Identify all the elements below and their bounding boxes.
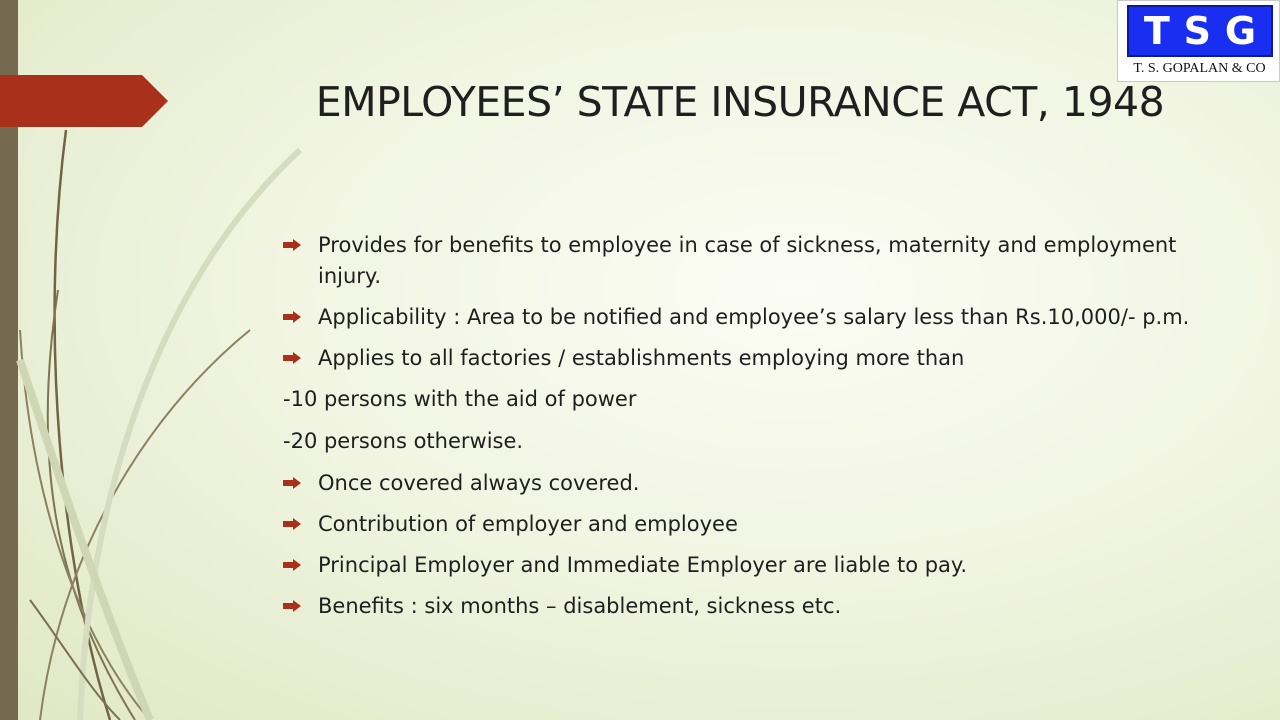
list-item-text: Applies to all factories / establishments employing more than <box>318 346 965 370</box>
list-item-text: Benefits : six months – disablement, sickness etc. <box>318 594 842 618</box>
bullet-list <box>283 230 1243 632</box>
company-logo <box>1117 0 1280 82</box>
title-accent-tab <box>0 75 168 127</box>
list-subitem <box>283 426 1243 457</box>
logo-mark <box>1127 5 1273 57</box>
arrow-bullet-icon <box>283 239 301 251</box>
list-item <box>283 343 1243 374</box>
list-item <box>283 302 1243 333</box>
list-item <box>283 230 1243 292</box>
slide-title: EMPLOYEES’ STATE INSURANCE ACT, 1948 <box>315 78 1165 126</box>
list-item <box>283 468 1243 499</box>
list-item <box>283 591 1243 622</box>
list-item-text: Once covered always covered. <box>318 471 640 495</box>
list-item-text: Applicability : Area to be notified and employee’s salary less than Rs.10,000/- p.m. <box>318 305 1190 329</box>
arrow-bullet-icon <box>283 311 301 323</box>
arrow-bullet-icon <box>283 559 301 571</box>
arrow-bullet-icon <box>283 477 301 489</box>
list-subitem <box>283 384 1243 415</box>
logo-letter-s: S <box>1183 9 1212 53</box>
list-item-text: Contribution of employer and employee <box>318 512 738 536</box>
list-subitem-text: -10 persons with the aid of power <box>283 387 637 411</box>
list-item-text: Principal Employer and Immediate Employer are liable to pay. <box>318 553 968 577</box>
arrow-bullet-icon <box>283 600 301 612</box>
logo-company-name: T. S. GOPALAN & CO <box>1133 61 1266 76</box>
list-item <box>283 509 1243 540</box>
list-item <box>283 550 1243 581</box>
list-subitem-text: -20 persons otherwise. <box>283 429 524 453</box>
logo-letter-t: T <box>1143 9 1170 53</box>
arrow-bullet-icon <box>283 352 301 364</box>
logo-letter-g: G <box>1224 9 1257 53</box>
arrow-bullet-icon <box>283 518 301 530</box>
list-item-text: Provides for benefits to employee in case of sickness, maternity and employment injury. <box>318 233 1177 288</box>
